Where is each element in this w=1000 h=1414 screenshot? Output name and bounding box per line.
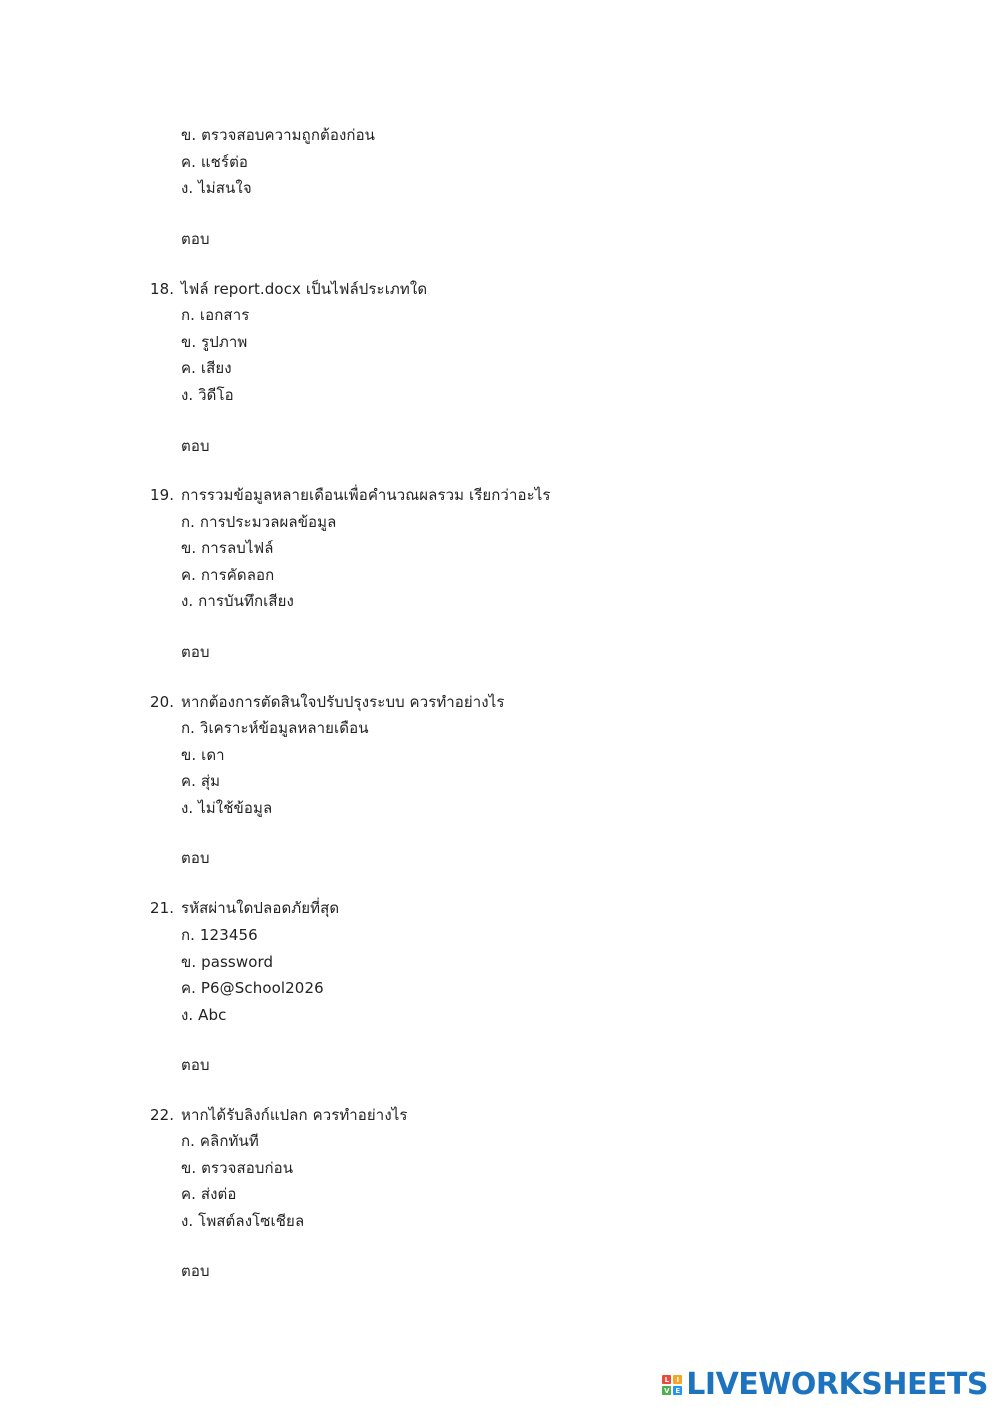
question-number: 18. (150, 280, 175, 298)
q22-option-a: ก. คลิกทันที (181, 1132, 259, 1150)
q18-option-d: ง. วิดีโอ (181, 386, 234, 404)
q17-answer-label: ตอบ (181, 230, 210, 248)
question-text: การรวมข้อมูลหลายเดือนเพื่อคำนวณผลรวม เรียกว่าอะไร (181, 486, 551, 504)
q17-option-c: ค. แชร์ต่อ (181, 153, 249, 171)
q19-option-a: ก. การประมวลผลข้อมูล (181, 513, 337, 531)
q19-option-d: ง. การบันทึกเสียง (181, 592, 294, 610)
question-number: 20. (150, 693, 175, 711)
logo-letter-v: V (664, 1386, 670, 1395)
logo-letter-e: E (673, 1386, 682, 1395)
question-number: 21. (150, 899, 175, 917)
q20-answer-label[interactable]: ตอบ (181, 849, 210, 867)
q18-option-a: ก. เอกสาร (181, 306, 250, 324)
q21-option-d: ง. Abc (181, 1006, 227, 1024)
logo-letter-l: L (662, 1375, 671, 1384)
q21-option-a: ก. 123456 (181, 926, 258, 944)
q21-option-b: ข. password (181, 953, 274, 971)
q20-option-b: ข. เดา (181, 746, 225, 764)
q20-option-c: ค. สุ่ม (181, 772, 221, 790)
question-number: 19. (150, 486, 175, 504)
q19-option-b: ข. การลบไฟล์ (181, 539, 274, 557)
logo-mark-icon (662, 1375, 682, 1395)
q17-option-b: ข. ตรวจสอบความถูกต้องก่อน (181, 126, 376, 144)
q21-option-c: ค. P6@School2026 (181, 979, 324, 997)
q20-option-a: ก. วิเคราะห์ข้อมูลหลายเดือน (181, 719, 369, 737)
q18-option-b: ข. รูปภาพ (181, 333, 248, 351)
question-text: ไฟล์ report.docx เป็นไฟล์ประเภทใด (181, 280, 428, 298)
q22-option-c: ค. ส่งต่อ (181, 1185, 237, 1203)
q18-answer-label[interactable]: ตอบ (181, 437, 210, 455)
question-text: รหัสผ่านใดปลอดภัยที่สุด (181, 899, 340, 917)
logo-letter-i: I (673, 1375, 682, 1384)
q19-option-c: ค. การคัดลอก (181, 566, 275, 584)
q20-option-d: ง. ไม่ใช้ข้อมูล (181, 799, 273, 817)
question-text: หากต้องการตัดสินใจปรับปรุงระบบ ควรทำอย่างไร (181, 693, 505, 711)
question-number: 22. (150, 1106, 175, 1124)
brand-name: LIVEWORKSHEETS (686, 1367, 988, 1402)
q19-answer-label[interactable]: ตอบ (181, 643, 210, 661)
q22-option-b: ข. ตรวจสอบก่อน (181, 1159, 294, 1177)
q21-answer-label[interactable]: ตอบ (181, 1056, 210, 1074)
liveworksheets-logo (662, 1367, 988, 1402)
q17-option-d: ง. ไม่สนใจ (181, 179, 252, 197)
q22-answer-label[interactable]: ตอบ (181, 1262, 210, 1280)
question-text: หากได้รับลิงก์แปลก ควรทำอย่างไร (181, 1106, 408, 1124)
q18-option-c: ค. เสียง (181, 359, 232, 377)
q22-option-d: ง. โพสต์ลงโซเชียล (181, 1212, 305, 1230)
